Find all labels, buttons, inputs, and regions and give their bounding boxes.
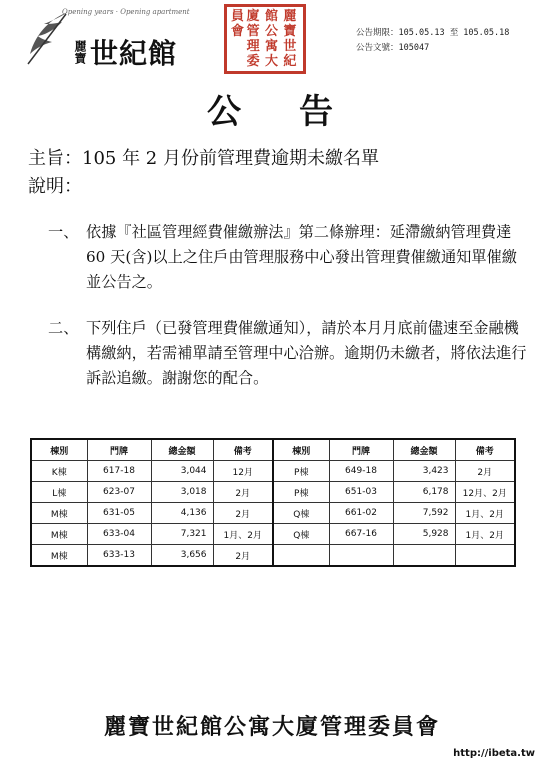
cell-unit: 651-03	[329, 482, 393, 503]
watermark: http://ibeta.tw	[450, 747, 538, 760]
cell-unit: 633-04	[87, 524, 151, 545]
cell-building: Q棟	[273, 524, 329, 545]
seal-char: 員	[231, 9, 245, 24]
overdue-table	[30, 438, 516, 567]
cell-amount: 3,044	[151, 461, 213, 482]
seal-char: 麗	[283, 9, 297, 24]
cell-unit	[329, 545, 393, 567]
header-remark: 備考	[455, 439, 515, 461]
cell-remark: 2月	[455, 461, 515, 482]
cell-building: M棟	[31, 545, 87, 567]
seal-char: 寓	[265, 39, 279, 54]
header-building: 棟別	[273, 439, 329, 461]
cell-remark: 2月	[213, 482, 273, 503]
table-header-row	[31, 439, 515, 461]
cell-unit: 667-16	[329, 524, 393, 545]
cell-amount: 3,423	[393, 461, 455, 482]
cell-building: M棟	[31, 503, 87, 524]
seal-char: 委	[246, 54, 260, 69]
table-row	[31, 503, 515, 524]
title-char-1: 公	[207, 92, 245, 132]
header-remark: 備考	[213, 439, 273, 461]
item-text: 依據『社區管理經費催繳辦法』第二條辦理：延滯繳納管理費達 60 天(含)以上之住戶由管理服務中心發出管理費催繳通知單催繳並公告之。	[86, 223, 517, 291]
header-unit: 門牌	[87, 439, 151, 461]
explanation-item-1	[48, 220, 528, 295]
seal-char: 館	[265, 9, 279, 24]
cell-remark: 12月、2月	[455, 482, 515, 503]
cell-building: L棟	[31, 482, 87, 503]
header-amount: 總金額	[393, 439, 455, 461]
cell-unit: 631-05	[87, 503, 151, 524]
period-label: 公告期限：	[356, 28, 399, 38]
cell-amount: 3,018	[151, 482, 213, 503]
seal-char: 大	[265, 54, 279, 69]
cell-unit: 661-02	[329, 503, 393, 524]
title-char-2: 告	[299, 92, 337, 132]
item-number: 一、	[48, 223, 79, 241]
logo-script-text: Opening years · Opening apartment	[62, 8, 190, 16]
cell-building: Q棟	[273, 503, 329, 524]
cell-building	[273, 545, 329, 567]
cell-remark: 1月、2月	[213, 524, 273, 545]
cell-building: P棟	[273, 461, 329, 482]
cell-amount: 7,592	[393, 503, 455, 524]
doc-number-label: 公告文號：	[356, 43, 399, 53]
seal-char: 廈	[246, 9, 260, 24]
header-amount: 總金額	[151, 439, 213, 461]
seal-char: 世	[283, 39, 297, 54]
item-number: 二、	[48, 319, 79, 337]
cell-unit: 623-07	[87, 482, 151, 503]
cell-building: K棟	[31, 461, 87, 482]
logo	[22, 6, 192, 68]
table-row	[31, 545, 515, 567]
header-building: 棟別	[31, 439, 87, 461]
cell-remark: 1月、2月	[455, 503, 515, 524]
cell-amount: 7,321	[151, 524, 213, 545]
header-unit: 門牌	[329, 439, 393, 461]
subject-line: 主旨：105 年 2 月份前管理費逾期未繳名單	[28, 148, 379, 169]
item-text: 下列住戶（已發管理費催繳通知），請於本月月底前儘速至金融機構繳納，若需補單請至管理中心洽辦。逾期仍未繳者，將依法進行訴訟追繳。謝謝您的配合。	[86, 319, 527, 387]
cell-remark	[455, 545, 515, 567]
cell-amount	[393, 545, 455, 567]
cell-unit: 649-18	[329, 461, 393, 482]
committee-seal	[224, 4, 306, 74]
seal-char: 管	[246, 24, 260, 39]
cell-building: P棟	[273, 482, 329, 503]
feather-icon	[22, 10, 70, 68]
doc-number-value: 105047	[398, 43, 430, 53]
table-row	[31, 461, 515, 482]
page-title	[0, 84, 544, 133]
issuer-signature: 麗寶世紀館公寓大廈管理委員會	[103, 715, 440, 740]
cell-remark: 2月	[213, 503, 273, 524]
cell-remark: 2月	[213, 545, 273, 567]
cell-unit: 617-18	[87, 461, 151, 482]
period-value: 105.05.13 至 105.05.18	[398, 28, 510, 38]
seal-char: 紀	[283, 54, 297, 69]
cell-remark: 12月	[213, 461, 273, 482]
seal-char: 會	[231, 24, 245, 39]
table-row	[31, 524, 515, 545]
cell-amount: 4,136	[151, 503, 213, 524]
notice-meta	[356, 26, 509, 56]
cell-remark: 1月、2月	[455, 524, 515, 545]
cell-unit: 633-13	[87, 545, 151, 567]
table-row	[31, 482, 515, 503]
seal-char: 寶	[283, 24, 297, 39]
seal-char: 理	[246, 39, 260, 54]
cell-building: M棟	[31, 524, 87, 545]
explanation-heading: 說明：	[28, 176, 82, 197]
cell-amount: 6,178	[393, 482, 455, 503]
cell-amount: 5,928	[393, 524, 455, 545]
logo-small-text: 麗寶	[73, 40, 87, 64]
explanation-item-2	[48, 316, 528, 391]
logo-big-text: 世紀館	[90, 37, 178, 70]
seal-char: 公	[265, 24, 279, 39]
cell-amount: 3,656	[151, 545, 213, 567]
